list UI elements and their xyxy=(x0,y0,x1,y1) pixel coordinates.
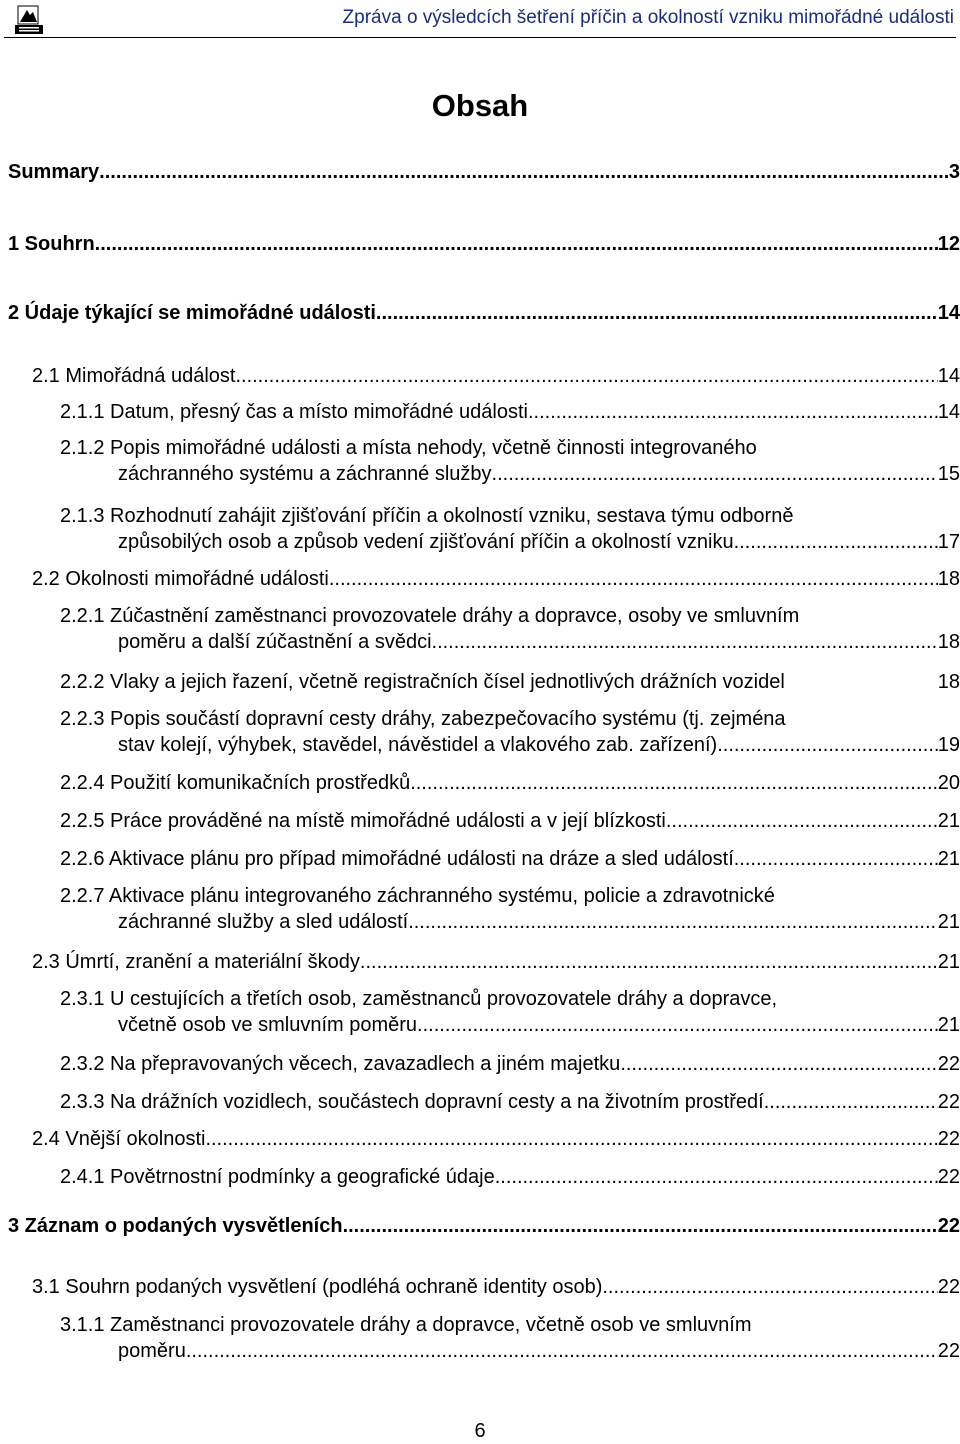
toc-entry[interactable]: 2.2.5 Práce prováděné na místě mimořádné události a v její blízkosti ..... 21 xyxy=(60,808,960,834)
toc-entry[interactable]: 2.2 Okolnosti mimořádné události ..... 18 xyxy=(32,566,960,592)
toc-entry[interactable]: 2.2.4 Použití komunikačních prostředků ..... 20 xyxy=(60,770,960,796)
toc-entry[interactable]: 2.4.1 Povětrnostní podmínky a geografické údaje ..... 22 xyxy=(60,1164,960,1190)
header-title: Zpráva o výsledcích šetření příčin a okolností vzniku mimořádné události xyxy=(342,7,954,28)
toc-entry[interactable]: 3 Záznam o podaných vysvětleních ..... 22 xyxy=(8,1213,960,1239)
page-number: 6 xyxy=(474,1420,486,1442)
toc-entry[interactable]: 2.1.3 Rozhodnutí zahájit zjišťování příčin a okolností vzniku, sestava týmu odborně způsobilých osob a způsob vedení zjišťování příčin a okolností vzniku ..... 17 xyxy=(60,503,960,555)
toc-entry[interactable]: 2.1 Mimořádná událost ..... 14 xyxy=(32,363,960,389)
toc-entry[interactable]: 2.3.2 Na přepravovaných věcech, zavazadlech a jiném majetku ..... 22 xyxy=(60,1051,960,1077)
toc-entry[interactable]: 2.3.1 U cestujících a třetích osob, zaměstnanců provozovatele dráhy a dopravce, včetně osob ve smluvním poměru ..... 21 xyxy=(60,986,960,1038)
toc-entry[interactable]: 2.2.7 Aktivace plánu integrovaného záchranného systému, policie a zdravotnické záchranné služby a sled událostí ..... 21 xyxy=(60,883,960,935)
toc-entry[interactable]: 2.4 Vnější okolnosti ..... 22 xyxy=(32,1126,960,1152)
toc-entry[interactable]: 2.2.6 Aktivace plánu pro případ mimořádné události na dráze a sled událostí ..... 21 xyxy=(60,846,960,872)
toc-entry[interactable]: 2.3 Úmrtí, zranění a materiální škody ..... 21 xyxy=(32,949,960,975)
toc-entry[interactable]: 2.2.1 Zúčastnění zaměstnanci provozovatele dráhy a dopravce, osoby ve smluvním poměru a další zúčastnění a svědci ..... 18 xyxy=(60,603,960,655)
toc-entry[interactable]: 2.1.2 Popis mimořádné události a místa nehody, včetně činnosti integrovaného záchranného systému a záchranné služby ..... 15 xyxy=(60,435,960,487)
toc-entry[interactable]: 2.2.3 Popis součástí dopravní cesty dráhy, zabezpečovacího systému (tj. zejména stav kolejí, výhybek, stavědel, návěstidel a vlakového zab. zařízení) ..... 19 xyxy=(60,706,960,758)
toc-entry[interactable]: 3.1.1 Zaměstnanci provozovatele dráhy a dopravce, včetně osob ve smluvním poměru ..... 22 xyxy=(60,1312,960,1364)
toc-entry[interactable]: 2.2.2 Vlaky a jejich řazení, včetně registračních čísel jednotlivých drážních vozidel 18 xyxy=(60,671,960,693)
toc-entry[interactable]: 3.1 Souhrn podaných vysvětlení (podléhá ochraně identity osob) ..... 22 xyxy=(32,1274,960,1300)
toc-entry[interactable]: 2.1.1 Datum, přesný čas a místo mimořádné události ..... 14 xyxy=(60,399,960,425)
toc-entry[interactable]: Summary ..... 3 xyxy=(8,159,960,185)
toc-entry[interactable]: 2 Údaje týkající se mimořádné události ..... 14 xyxy=(8,300,960,326)
toc-entry[interactable]: 1 Souhrn ..... 12 xyxy=(8,231,960,257)
page-title: Obsah xyxy=(431,88,529,123)
toc-entry[interactable]: 2.3.3 Na drážních vozidlech, součástech dopravní cesty a na životním prostředí ..... 22 xyxy=(60,1089,960,1115)
